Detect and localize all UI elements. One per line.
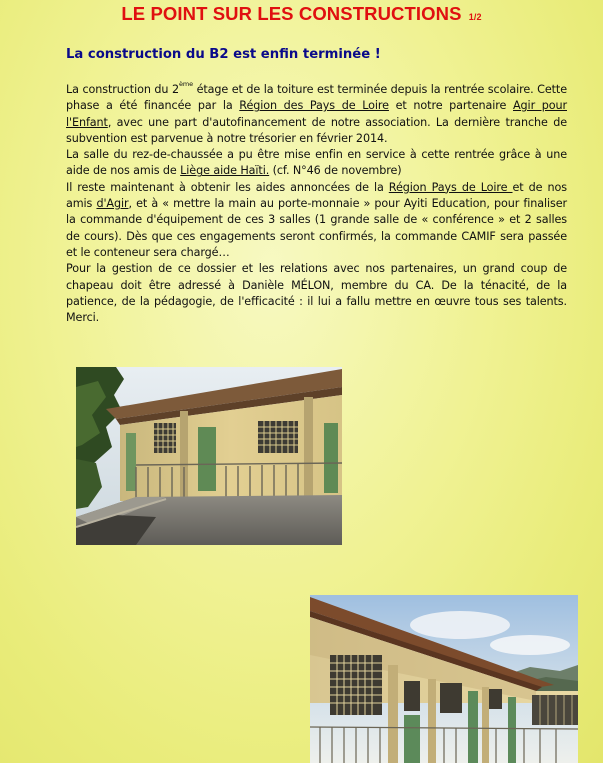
link-liege-aide-haiti[interactable]: Liège aide Haïti. <box>180 164 270 178</box>
building-photo-walkway <box>76 367 342 545</box>
paragraph-ground-floor <box>66 147 567 180</box>
page-title <box>36 3 567 25</box>
paragraph-funding <box>66 82 567 147</box>
building-photo-facade-image <box>310 595 578 763</box>
paragraph-text: (cf. N°46 de novembre) <box>269 164 402 178</box>
paragraph-text: et de nos amis <box>66 180 568 211</box>
paragraph-text: La salle du rez-de-chaussée a pu être mise enfin en service à cette rentrée grâce à une aide de nos amis de <box>66 148 567 178</box>
newsletter-page <box>0 3 603 763</box>
article-subtitle: La construction du B2 est enfin terminée ! <box>66 47 381 62</box>
building-photo-walkway-image <box>76 367 342 545</box>
page-indicator: 1/2 <box>468 12 482 22</box>
page-title-text: LE POINT SUR LES CONSTRUCTIONS <box>121 3 462 24</box>
building-photo-facade <box>310 595 578 763</box>
paragraph-remaining-funding <box>66 180 567 261</box>
paragraph-text: , avec une part d'autofinancement de notre association. La dernière tranche de subvention est parvenue à notre trésorier en février 2014. <box>66 115 567 145</box>
paragraph-text: La construction du 2 <box>66 83 179 96</box>
link-region-pays-de-loire[interactable]: Région des Pays de Loire <box>239 99 389 113</box>
paragraph-text: étage et de la toiture est terminée depuis la rentrée scolaire. Cette phase a été financée par la <box>66 83 568 113</box>
link-agir[interactable]: d'Agir <box>96 197 129 211</box>
paragraph-text: Il reste maintenant à obtenir les aides annoncées de la <box>66 180 389 194</box>
paragraph-text: Pour la gestion de ce dossier et les relations avec nos partenaires, un grand coup de chapeau doit être adressé à Danièle MÉLON, membre du CA. De la ténacité, de la patience, de la pédagogie, de l'efficacité : il lui a fallu mettre en œuvre tous ses talents. Merci. <box>66 262 567 325</box>
ordinal-superscript: ème <box>178 80 194 88</box>
paragraph-thanks <box>66 261 567 326</box>
link-region-pays-de-loire-2[interactable]: Région Pays de Loire <box>388 180 513 194</box>
article-body <box>66 82 567 326</box>
link-agir-pour-enfant[interactable]: Agir pour l'Enfant <box>66 99 567 129</box>
paragraph-text: et notre partenaire <box>388 99 513 113</box>
paragraph-text: , et à « mettre la main au porte-monnaie » pour Ayiti Education, pour finaliser la commande d'équipement de ces 3 salles (1 grande salle de « conférence » et 2 salles de cours). Dès que ces engagements seront confirmés, la commande CAMIF sera passée et le conteneur sera chargé… <box>66 197 567 259</box>
